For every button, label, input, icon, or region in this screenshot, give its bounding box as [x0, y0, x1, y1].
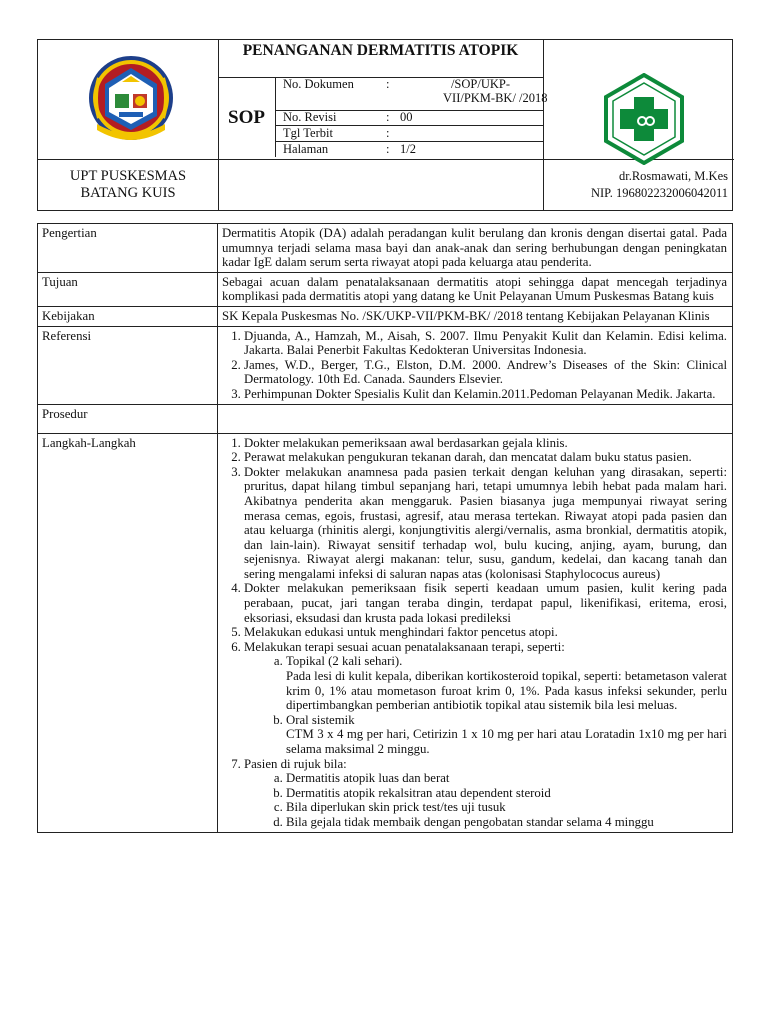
row-text — [218, 326, 733, 404]
row-prosedur — [38, 404, 733, 433]
meta-no-revisi: No. Revisi : 00 — [283, 110, 413, 124]
organization-name: UPT PUSKESMAS BATANG KUIS — [69, 168, 187, 201]
list-item: 4. Dokter melakukan pemeriksaan fisik seperti keadaan umum pasien, kulit kering pada perabaan, pucat, jari tangan teraba dingin, terdapat papul, likenifikasi, eritema, erosi, eksoriasi, eksudasi dan krusta pada lokasi predileksi — [244, 581, 727, 625]
list-item: 1. Djuanda, A., Hamzah, M., Aisah, S. 2007. Ilmu Penyakit Kulit dan Kelamin. Edisi kelima. Jakarta. Balai Penerbit Fakultas Kedokteran Universitas Indonesia. — [244, 329, 727, 358]
list-item: c. Bila diperlukan skin prick test/tes uji tusuk — [286, 800, 727, 815]
list-item: 6. Melakukan terapi sesuai acuan penatalaksanaan terapi, seperti: a. Topikal (2 kali sehari). Pada lesi di kulit kepala, diberikan kortikosteroid topikal, seperti: betametason valerat krim 0, 1% atau mometason furoat krim 0, 1%. Pada kasus infeksi sekunder, perlu dipertimbangkan pemberian antibiotik topikal atau sistemik bila lesi meluas. b. Oral sistemik CTM 3 x 4 mg per hari, Cetirizin 1 x 10 mg per hari atau Loratadin 1x10 mg per hari selama maksimal 2 minggu. — [244, 640, 727, 757]
signer-name: dr.Rosmawati, M.Kes — [618, 169, 728, 183]
row-label: Kebijakan — [38, 306, 218, 326]
row-langkah — [38, 433, 733, 832]
list-item: 7. Pasien di rujuk bila: a. Dermatitis atopik luas dan berat b. Dermatitis atopik rekalsitran atau dependent steroid c. Bila diperlukan skin prick test/tes uji tusuk d. Bila gejala tidak membaik dengan pengobatan standar selama 4 minggu — [244, 757, 727, 830]
sop-header — [37, 39, 733, 211]
signatory — [543, 159, 734, 212]
list-item: 2. Perawat melakukan pengukuran tekanan darah, dan mencatat dalam buku status pasien. — [244, 450, 727, 465]
sop-content-table — [37, 223, 733, 833]
referral-list — [244, 771, 727, 829]
puskesmas-logo-icon — [598, 73, 690, 165]
row-text: Dermatitis Atopik (DA) adalah peradangan kulit berulang dan kronis dengan disertai gatal. Pada umumnya terjadi selama masa bayi dan anak-anak dan sering berhubungan dengan peningkatan kadar IgE dalam serum serta riwayat atopi pada keluarga atau penderita. — [218, 224, 733, 273]
signer-nip: NIP. 196802232006042011 — [590, 186, 728, 200]
row-text — [218, 404, 733, 433]
row-label: Langkah-Langkah — [38, 433, 218, 832]
list-item: 2. James, W.D., Berger, T.G., Elston, D.M. 2000. Andrew’s Diseases of the Skin: Clinical Dermatology. 10th Ed. Canada. Saunders Elsevier. — [244, 358, 727, 387]
row-pengertian — [38, 224, 733, 273]
list-item: a. Dermatitis atopik luas dan berat — [286, 771, 727, 786]
therapy-list — [244, 654, 727, 756]
list-item: 1. Dokter melakukan pemeriksaan awal berdasarkan gejala klinis. — [244, 436, 727, 451]
row-kebijakan — [38, 306, 733, 326]
list-item: 5. Melakukan edukasi untuk menghindari faktor pencetus atopi. — [244, 625, 727, 640]
meta-halaman: Halaman : 1/2 — [283, 142, 416, 156]
list-item: b. Oral sistemik CTM 3 x 4 mg per hari, Cetirizin 1 x 10 mg per hari atau Loratadin 1x10 mg per hari selama maksimal 2 minggu. — [286, 713, 727, 757]
row-text — [218, 433, 733, 832]
list-item: d. Bila gejala tidak membaik dengan pengobatan standar selama 4 minggu — [286, 815, 727, 830]
step-list — [222, 436, 727, 830]
meta-tgl-terbit: Tgl Terbit : — [283, 126, 390, 140]
list-item: 3. Dokter melakukan anamnesa pada pasien terkait dengan keluhan yang dirasakan, seperti: pruritus, dapat hilang timbul sepanjang hari, tetapi umumnya lebih hebat pada malam hari. Akibatnya penderita akan menggaruk. Pasien biasanya juga mempunyai riwayat sering merasa cemas, egois, frustasi, agresif, atau merasa tertekan. Riwayat atopi pada pasien dan atau keluarga (rhinitis alergi, konjungtivitis alergi/vernalis, asma bronkial, dermatitis atopik, dan lain-lain). Riwayat sensitif terhadap wol, bulu kucing, anjing, ayam, burung, dan sejenisnya. Riwayat alergi makanan: telur, susu, gandum, kedelai, dan kacang tanah dan sering mengalami infeksi di saluran napas atas (kolonisasi Staphylococus aureus) — [244, 465, 727, 582]
row-text: SK Kepala Puskesmas No. /SK/UKP-VII/PKM-BK/ /2018 tentang Kebijakan Pelayanan Klinis — [218, 306, 733, 326]
row-label: Tujuan — [38, 272, 218, 306]
reference-list — [222, 329, 727, 402]
row-label: Prosedur — [38, 404, 218, 433]
row-referensi — [38, 326, 733, 404]
row-label: Referensi — [38, 326, 218, 404]
row-tujuan — [38, 272, 733, 306]
regency-emblem-icon — [85, 54, 177, 146]
list-item: b. Dermatitis atopik rekalsitran atau dependent steroid — [286, 786, 727, 801]
sop-label: SOP — [228, 107, 265, 128]
list-item: 3. Perhimpunan Dokter Spesialis Kulit dan Kelamin.2011.Pedoman Pelayanan Medik. Jakarta. — [244, 387, 727, 402]
list-item: a. Topikal (2 kali sehari). Pada lesi di kulit kepala, diberikan kortikosteroid topikal, seperti: betametason valerat krim 0, 1% atau mometason furoat krim 0, 1%. Pada kasus infeksi sekunder, perlu dipertimbangkan pemberian antibiotik topikal atau sistemik bila lesi meluas. — [286, 654, 727, 712]
meta-no-dokumen: No. Dokumen : /SOP/UKP- VII/PKM-BK/ /2018 — [283, 77, 548, 105]
row-text: Sebagai acuan dalam penatalaksanaan dermatitis atopi sehingga dapat mencegah terjadinya komplikasi pada dermatitis atopi yang datang ke Unit Pelayanan Umum Puskesmas Batang kuis — [218, 272, 733, 306]
row-label: Pengertian — [38, 224, 218, 273]
document-title: PENANGANAN DERMATITIS ATOPIK — [242, 42, 519, 59]
